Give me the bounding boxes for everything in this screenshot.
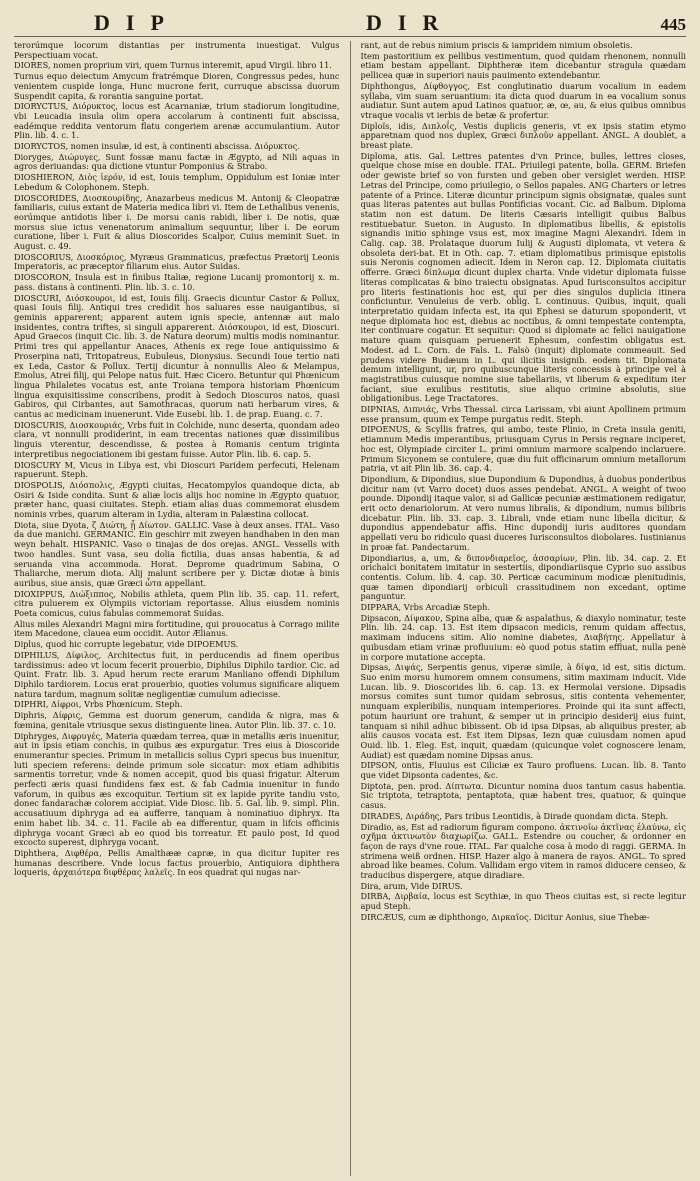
dictionary-entry: Dipondium, & Dipondius, siue Dupondium & Dupondius, à duobus ponderibus dicitur nam (vt Varro docet) duos asses pendebat. ANGL. A weight of twoo pounde. Dipondij itaque valor, si ad Gallicæ pecuniæ æstimationem redigatur, erit octo denariolorum. At vero numus libralis, & dipondium, numus bilibris dicebatur. Plin. lib. 33. cap. 3. Librali, vnde etiam nunc libella dicitur, & dupondius appendebatur affis. Hinc dupondij iuris auditores quondam appellati veru bo ridiculo quasi duceres Iurisconsultos diobolares. Iustinianus in proæ fat. Pandectarum. xyxy=(360,473,686,552)
dictionary-entry: terorúmque locorum distantias per instrumenta inuestigat. Vulgus Perspectiuam vocat. xyxy=(14,41,340,60)
dictionary-entry: Diphris, Δίφρις, Gemma est duorum generum, candida & nigra, mas & fœmina, genitale vtriusque sexus distinguente linea. Autor Plin. lib. 37. c. 10. xyxy=(14,710,340,730)
text-columns xyxy=(14,41,686,1176)
dictionary-entry: DIPHILUS, Δίφιλος, Architectus fuit, in perducendis ad finem operibus tardissimus: adeo vt locum fecerit prouerbio, Diphilus Diphilo tardior. Cic. ad Quint. Fratr. lib. 3. Apud herum recte erarum Manliano offendi Diphilum Diphilo tardiorem. Locus erat prouerbio, quoties volumus significare aliquem natura tardum, magnum solitæ negligentiæ cumulum adiecisse. xyxy=(14,649,340,699)
dictionary-entry: Dipondiarius, a, um, & διπονδιαρεῖος, ἀσσαρίων, Plin. lib. 34. cap. 2. Et orichalci bonitatem imitatur in sestertiis, dipondiariisque Cyprio suo assibus contentis. Colum. lib. 4. cap. 30. Perticæ cacuminum modicæ plenitudinis, quæ tamen dipondiarij orbiculi crassitudinem non excedant, optime panguntur. xyxy=(360,552,686,602)
dictionary-entry: Diploïs, idis, Διπλοΐς, Vestis duplicis generis, vt ex ipsis statim etymo apparetnam quod nos duplex, Græci διπλοῦν appellant. ANGL. A doublet, a breast plate. xyxy=(360,120,686,151)
dictionary-entry: Dipsas, Διψάς, Serpentis genus, viperæ simile, à δίψα, id est, sitis dictum. Suo enim morsu humorem omnem consumens, sitim maximam inducit. Vide Lucan. lib. 9. Dioscorides lib. 6. cap. 13. ex Hermolai versione. Dipsadis morsus comites sunt tumor quidam sebrosus, sitis contenta vehementer, nunquam expleribilis, nunquam intemperiores. Proinde qui ita sunt affecti, potum hauriunt ore trahunt, & semper ut in principio desiderij eius fuint, tanquam si nihil adhuc bibissent. Ob id ipsa Dipsas, ab aliquibus prester, ab aliis causos vocata est. Est item Dipsas, Iezn quæ cuiusdam nomen apud Ouid. lib. 1. Eleg. Est, inquit, quædam (quicunque volet cognoscere lenam, Audiat) est quædam nomine Dipsas anus. xyxy=(360,662,686,760)
running-head xyxy=(14,10,686,37)
dictionary-entry: DIOSHIERON, Διὸς ἱερόν, id est, Iouis templum, Oppidulum est Ioniæ inter Lebedum & Colophonem. Steph. xyxy=(14,172,340,192)
dictionary-entry: DIRCÆUS, cum æ diphthongo, Διρκαῖος. Dicitur Aonius, siue Thebæ- xyxy=(360,911,650,922)
dictionary-entry: DIOSCORIUS, Διοσκόριος, Myræus Grammaticus, præfectus Prætorij Leonis Imperatoris, ac præceptor filiarum eius. Autor Suidas. xyxy=(14,251,340,272)
dictionary-entry: DIORYCTUS, Διόρυκτος, locus est Acarnaniæ, trium stadiorum longitudine, vbi Leucadia insula olim opera accolarum à continenti fuit abscissa, eadémque reddita ventorum flatu congeriem arenæ accumulantium. Autor Plin. lib. 4. c. 1. xyxy=(14,101,340,141)
dictionary-entry: DIPOENUS, & Scyllis fratres, qui ambo, teste Plinio, in Creta insula geniti, etiamnum Medis imperantibus, priusquam Cyrus in Persis regnare inciperet, hoc est, Olympiade circiter L. primi omnium marmore scalpendo inclaruere. Primum Sicyonem se contulere, quæ diu fuit officinarum omnium metallorum patria, vt ait Plin lib. 36. cap. 4. xyxy=(360,424,686,474)
dictionary-entry: DIPPARA, Vrbs Arcadiæ Steph. xyxy=(360,602,490,613)
dictionary-entry: DIORYCTOS, nomen insulæ, id est, à continenti abscissa. Διόρυκτος. xyxy=(14,141,300,152)
dictionary-entry: Dioryges, Διώρυγες, Sunt fossæ manu factæ in Ægypto, ad Nili aquas in agros deriuandas: qua dictione vtuntur Pomponius & Strabo. xyxy=(14,151,340,172)
left-running-word: DIP xyxy=(94,10,180,35)
dictionary-entry: Item pastoritium ex pellibus vestimentum, quod quidam rhenonem, nonnulli etiam bestam appellant. Diphtheræ item dicebantur stragula quædam pellicea quæ in superiori nauis pauimento extendebantur. xyxy=(360,50,686,81)
dictionary-entry: DIORES, nomen proprium viri, quem Turnus interemit, apud Virgil. libro 11. xyxy=(14,60,332,71)
dictionary-entry: Diploma, atis. Gal. Lettres patentes d'vn Prince, bulles, lettres closes, quelque chose mise en double. ITAL. Priuilegi patente, bolla. GERM. Briefen oder gewiste brief so von fursten und geben ober versiglet werden. HISP. Letras del Principe, como priuilegio, o Sellos papales. ANG Charters or letres patente of a Prince. Literæ dicuntur principum signis obsignatæ, quales sunt quas literas patentes aut bullas Pontificias vocant. Cic. ad Balbum. Diploma statim non est datum. De literis Cæsaris intelligit quibus Balbus restituebatur. Sueton. in Augusto. In diplomatibus libellis, & epistolis signandis initio sphinge vsus est, mox imagine Magni Alexandri. Idem in Calig. cap. 38. Prolataque duorum Iulij & Augusti diplomata, vt vetera & obsoleta deri-bat. Et in Oth. cap. 7. etiam diplomatibus primisque epistolis suis Neronis cognomen adiecit. Idem in Neron cap. 12. Diplomata ciuitatis offerre. Græci δίπλωμα dicunt duplex charta. Vnde videtur diplomata fuisse literas complicatas & bino traiectu obsignatas. Apud Iurisconsultos accipitur pro literis festinationis hoc est, qui per dies singulos duplicia itinera conficiuntur. Venuleius de verb. oblig. L continuus. Quibus, inquit, quali interpretatio quidam infecta est, ita qui Ephesi se daturum spoponderit, vt neque diplomata hoc est, diebus ac noctibus, & omni tempestate contempta, iter continuare cogatur. Et sequitur: Quod si diplomate ac felici nauigatione mature quam quisquam peruenerit Ephesum, confestim obligatus est. Modest. ad L. Corn. de Fals. L. Falsò (inquit) diplomate commeauit. Sed prudens videre Budæum in L. qui ilicitis insignib. eodem tit. Diplomata demum intelligunt, ur, pro quibuscunque literis concessis à principe vel à magistratibus cuiusque nomine siue tabellariis, vt liberum & expeditum iter faciant, siue exulibus restitutis, siue aliquo crimine absolutis, siue obligationibus. Lege Tractatores. xyxy=(360,150,686,404)
dictionary-entry: Alius miles Alexandri Magni mira fortitudine, qui prouocatus à Corrago milite item Macedone, clauea eum occidit. Autor Ælianus. xyxy=(14,618,340,639)
dictionary-entry: DIOSCORON, Insula est in finibus Italiæ, regione Lucanij promontorij x. m. pass. distans à continenti. Plin. lib. 3. c. 10. xyxy=(14,272,340,292)
dictionary-entry: DIPHRI, Δίφροι, Vrbs Phœnicum. Steph. xyxy=(14,699,183,710)
right-column xyxy=(361,41,687,1176)
dictionary-entry: Diphthongus, Δίφθογγος, Est conglutinatio duarum vocalium in eadem syllaba, vim suam seruantium: ita dicta quod duarum in ea vocalium sonus audiatur. Sunt autem apud Latinos quatuor, æ, œ, au, & eius quibus omnibus vtraque vocalis vt ierbis de betæ & profertur. xyxy=(360,80,686,120)
dictionary-entry: DIOXIPPUS, Διώξιππος, Nobilis athleta, quem Plin lib. 35. cap. 11. refert, citra puluerem ex Olympiis victoriam reportasse. Alius eiusdem nominis Poeta comicus, cuius fabulas commemorat Suidas. xyxy=(14,588,340,619)
right-running-word: DIR xyxy=(366,10,455,35)
dictionary-entry: DIPSON, ontis, Fluuius est Ciliciæ ex Tauro profluens. Lucan. lib. 8. Tanto que videt Dipsonta cadentes, &c. xyxy=(360,760,686,781)
column-divider xyxy=(350,41,351,1176)
dictionary-entry: Turnus equo deiectum Amycum fratrémque Dioren, Congressus pedes, hunc venientem cuspide longa, Hunc mucrone ferit, curruque abscissa duorum Suspendit capita, & rorantia sanguine portat. xyxy=(14,71,340,101)
dictionary-entry: DIOSCURI, Διόσκουροι, id est, Iouis filij. Graecis dicuntur Castor & Pollux, quasi Iouis filij. Antiqui tres credidit hos saluares esse nauigantibus, si geminis apparerent; apparent autem ignis specie, antennæ aut malo insidentes, contra triftes, si singuli apparerent. Διόσκουροι, id est, Dioscuri. Apud Graecos (inquit Cic. lib. 3. de Natura deorum) multis modis nominantur. Primi tres qui appellantur Anaces, Athenis ex rege Ioue antiquissimo & Proserpina nati, Tritopatreus, Eubuleus, Dionysius. Secundi Ioue tertio nati ex Leda, Castor & Pollux. Tertij dicuntur à nonnullis Aleo & Melampus, Emolus, Atrei filij, qui Pelope natus fuit. Hæc Cicero. Betuntur qui Phœnicum lingua Philaletes vocatus est, ante Troiana tempora historiam Phœnicum lingua exquisitissime conscribens, prodit à Sedoch Dioscuros natos, quasi Gabiros, qui Cirbantes, aut Samothracas, quorum nati herbarum vires, & cantus ac medicinam inuenerunt. Vide Eusebi. lib. 1. de prap. Euang. c. 7. xyxy=(14,292,340,420)
dictionary-entry: rant, aut de rebus nimium priscis & iampridem nimium obsoletis. xyxy=(360,41,633,50)
dictionary-entry: Diphryges, Διφρυγές, Materia quædam terrea, quæ in metallis æris inuenitur, aut in ipsis etiam conchis, in quibus æs expurgatur. Tres eius à Dioscoride enumerantur species. Primum in metallicis solius Cypri specus bus inuenitur, luti speciem referens: deinde primum sole siccatur: mox etiam adhibitis sarmentis torretur, vnde & nomen accepit, quod bis quasi frigatur. Alterum perfecti æris quasi fundidens fæx est. & fab Cadmia inuenitur in fundo vaforum, in quibus æs excoquitur. Tertium sit ex lapide pyrite tandiu vsto, donec fandarachæ colorem accipiat. Vide Diosc. lib. 5. Gal. lib. 9. simpl. Plin. accusatiuum diphryga ad ea aufferre, tanquam à nominatiuo diphryx. Ita enim habet lib. 34. c. 11. Facile ab ea differentur, quam in lifcis officinis diphryga vocant Græci ab eo quod bis torreatur. Et paulo post, Id quod excocto superest, diphryga vocant. xyxy=(14,730,340,848)
dictionary-entry: Diptota, pen. prod. Δίπτωτα. Dicuntur nomina duos tantum casus habentia. Sic triptota, tetraptota, pentaptota, quæ habent tres, quatuor, & quinque casus. xyxy=(360,780,686,811)
dictionary-entry: DIOSCURIS, Διοσκουριάς, Vrbs fuit in Colchide, nunc deserta, quondam adeo clara, vt nonnulli prodiderint, in eam trecentas nationes quæ dissimilibus linguis vterentur, descendisse, & postea à Romanis centum triginta interpretibus negociationem ibi gestam fuisse. Autor Plin. lib. 6. cap. 5. xyxy=(14,419,340,459)
dictionary-entry: Dira, arum, Vide DIRUS. xyxy=(360,880,463,891)
dictionary-entry: Diota, siue Dyota, ζ Διώτη, ᾗ Δίωτον. GALLIC. Vase à deux anses. ITAL. Vaso da due manichi. GERMANIC. Ein geschirr mit zweyen handhaben in den man weyn behalt. HISPANIC. Vaso o tinajas de dos orejas. ANGL. Vessells with twoo handles. Sunt vasa, seu dolia fictilia, duas ansas habentia, & ad seruanda vina accommoda. Horat. Deprome quadrimum Sabina, O Thaliarche, merum diota. Alij malunt scribere per y. Dictæ diotæ à binis auribus, siue ansis, quæ Græci ὦτα appellant. xyxy=(14,519,340,588)
dictionary-entry: DIOSCURY M, Vicus in Libya est, vbi Dioscuri Paridem perfecuti, Helenam rapuerunt. Steph. xyxy=(14,459,340,480)
dictionary-entry: DIOSPOLIS, Διόσπολις, Ægypti ciuitas, Hecatompylos quandoque dicta, ab Osiri & Iside condita. Sunt & aliæ locis alijs hoc nomine in Ægypto quatuor, præter hanc, quasi ciuitates. Steph. etiam alias duas commemorat eiusdem nominis vrbes, quarum alteram in Lydia, alteram in Palæstina collocat. xyxy=(14,479,340,520)
page-number: 445 xyxy=(660,15,686,34)
dictionary-entry: DIOSCORIDES, Διοσκουρίδης, Anazarbeus medicus M. Antonij & Cleopatræ familiaris, cuius extant de Materia medica libri vi. Item de Lethalibus venenis, eorúmque antidotis liber i. De morsu canis rabidi, liber i. De notis, quæ morsus siue ictus venenatorum animalium sequuntur, liber i. De eorum curatione, liber i. Fuit & alius Dioscorides Scalpor, Cuius meminit Suet. in August. c. 49. xyxy=(14,192,340,252)
dictionary-entry: Diphthera, Διφθέρα, Pellis Amalthææ capræ, in qua dicitur Iupiter res humanas describere. Vnde locus factus prouerbio, Antiquiora diphthera loqueris, ἀρχαιότερα διφθέρας λαλεῖς. In eos quadrat qui nugas nar- xyxy=(14,847,340,878)
dictionary-entry: Dipsacon, Δίψακον, Spina alba, quæ & aspalathus, & diaxylo nominatur, teste Plin. lib. 24. cap. 13. Est item dipsacon medicis, renum quidam affectus, maximam inducens sitim. Alio nomine diabetes, Διαβήτης. Appellatur à quibusdam etiam vrinæ profluuium: eò quod potus statim effluat, nulla penè in corpore mutatione accepta. xyxy=(360,612,686,662)
dictionary-entry: Diradio, as, Est ad radiorum figuram compono. ἀκτινοῖω ἀκτῖνας ἐλαύνω, εἰς σχῆμα ἀκτινωτὸν διαχωρίζω. GALL. Estendre ou coucher, & ordonner en façon de rays d'vne roue. ITAL. Far qualche cosa à modo di raggi. GERMA. In strimena weiß ordnen. HISP. Hazer algo à manera de rayos. ANGL. To spred abroad like beames. Colum. Vallidam ergo vitem in ramos diducere censeo, & traducibus dispergere, atque diradiare. xyxy=(360,821,686,881)
dictionary-entry: DIRBA, Διρβαία, locus est Scythiæ, in quo Theos ciuitas est, si recte legitur apud Steph. xyxy=(360,891,686,912)
left-column xyxy=(14,41,340,1176)
dictionary-entry: DIRADES, Διράδης, Pars tribus Leontidis, à Dirade quondam dicta. Steph. xyxy=(360,810,669,821)
dictionary-entry: Diplus, quod hic corrupte legebatur, vide DIPOEMUS. xyxy=(14,639,239,650)
dictionary-entry: DIPNIAS, Διπνιάς, Vrbs Thessal. circa Larissam, vbi aiunt Apollinem primum esse pransum, quum ex Tempe purgatus redit. Steph. xyxy=(360,404,686,424)
